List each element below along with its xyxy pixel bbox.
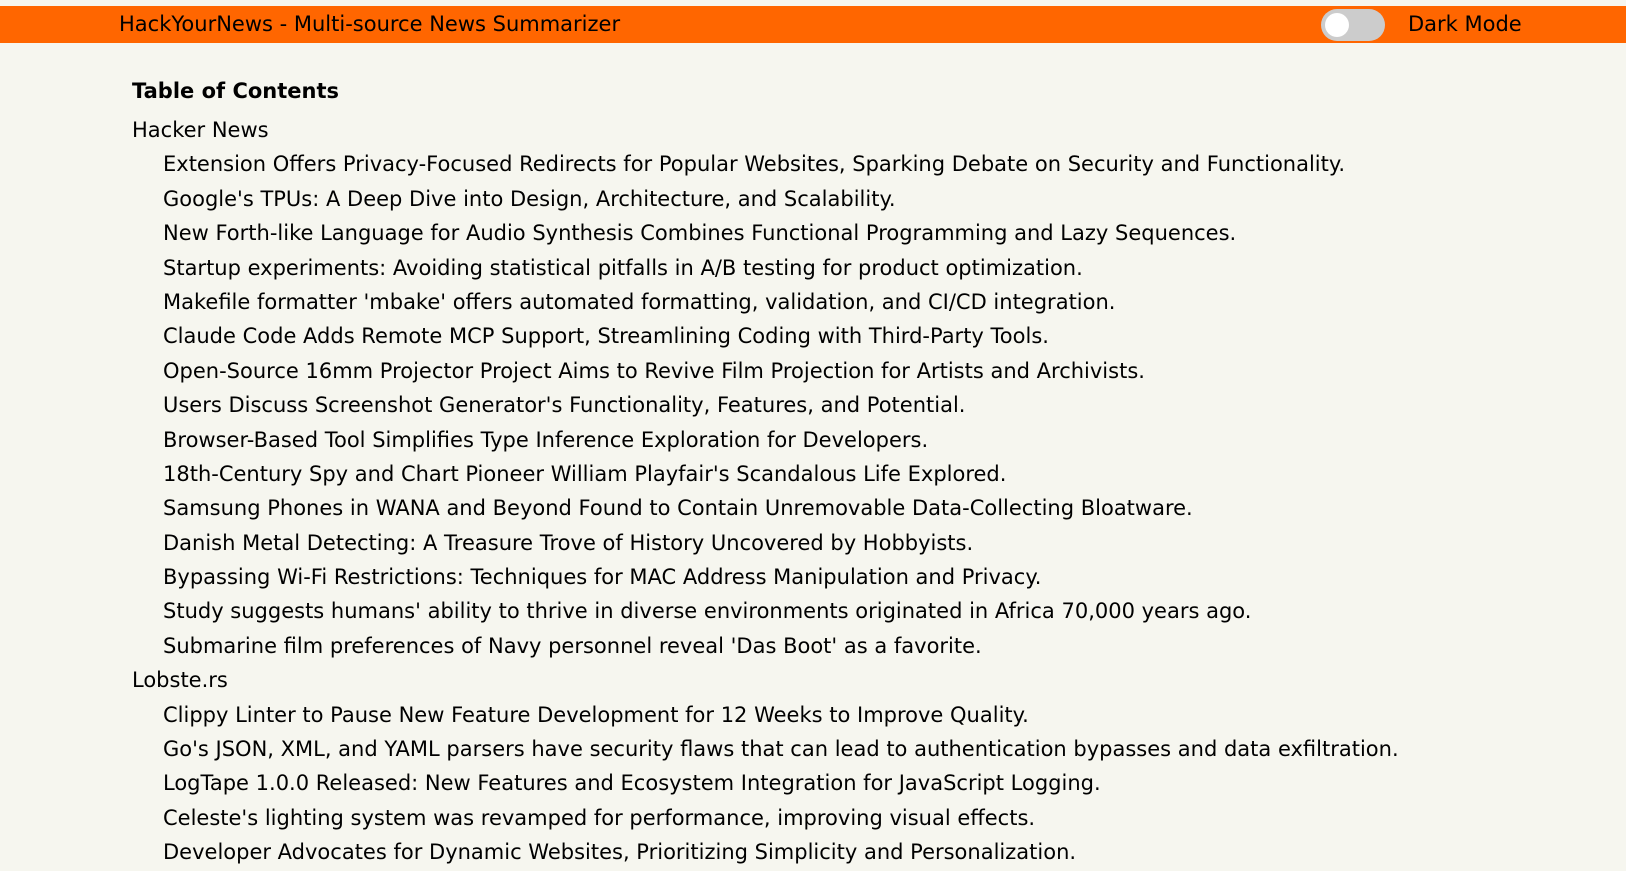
toc-item xyxy=(163,801,1572,835)
toc-item xyxy=(163,732,1572,766)
toc-article-link[interactable]: Extension Offers Privacy-Focused Redirects for Popular Websites, Sparking Debate on Security and Functionality. xyxy=(163,152,1345,177)
toc-item xyxy=(163,698,1572,732)
toc-item xyxy=(163,594,1572,628)
dark-mode-toggle[interactable] xyxy=(1321,9,1385,41)
toc-item-list xyxy=(132,147,1572,663)
toc-item xyxy=(163,251,1572,285)
toc-article-link[interactable]: LogTape 1.0.0 Released: New Features and Ecosystem Integration for JavaScript Logging. xyxy=(163,771,1101,796)
toc-section-title[interactable]: Lobste.rs xyxy=(132,668,228,693)
toc-article-link[interactable]: Samsung Phones in WANA and Beyond Found to Contain Unremovable Data-Collecting Bloatware. xyxy=(163,496,1193,521)
toc-article-link[interactable]: Claude Code Adds Remote MCP Support, Streamlining Coding with Third-Party Tools. xyxy=(163,324,1049,349)
toc-article-link[interactable]: Google's TPUs: A Deep Dive into Design, Architecture, and Scalability. xyxy=(163,186,896,211)
toc-article-link[interactable]: Study suggests humans' ability to thrive in diverse environments originated in Africa 70,000 years ago. xyxy=(163,599,1252,624)
header-bar xyxy=(0,6,1626,43)
toggle-knob xyxy=(1325,13,1349,37)
toc-item xyxy=(163,216,1572,250)
toc-article-link[interactable]: Open-Source 16mm Projector Project Aims to Revive Film Projection for Artists and Archivists. xyxy=(163,358,1145,383)
toc-article-link[interactable]: Danish Metal Detecting: A Treasure Trove of History Uncovered by Hobbyists. xyxy=(163,530,974,555)
toc-item xyxy=(163,388,1572,422)
toc-item xyxy=(163,526,1572,560)
toc-item xyxy=(163,319,1572,353)
toc-sections xyxy=(132,113,1572,870)
toc-item xyxy=(163,835,1572,869)
toc-item xyxy=(163,147,1572,181)
site-title[interactable]: HackYourNews - Multi-source News Summarizer xyxy=(119,12,621,36)
toc-item xyxy=(163,285,1572,319)
toc-article-link[interactable]: 18th-Century Spy and Chart Pioneer William Playfair's Scandalous Life Explored. xyxy=(163,461,1007,486)
toc-article-link[interactable]: Submarine film preferences of Navy personnel reveal 'Das Boot' as a favorite. xyxy=(163,633,982,658)
dark-mode-label: Dark Mode xyxy=(1408,12,1522,36)
toc-article-link[interactable]: Celeste's lighting system was revamped for performance, improving visual effects. xyxy=(163,805,1036,830)
toc-article-link[interactable]: Users Discuss Screenshot Generator's Functionality, Features, and Potential. xyxy=(163,393,966,418)
toc-section-title[interactable]: Hacker News xyxy=(132,118,269,142)
toc-article-link[interactable]: Makefile formatter 'mbake' offers automated formatting, validation, and CI/CD integration. xyxy=(163,289,1116,314)
toc-article-link[interactable]: Clippy Linter to Pause New Feature Development for 12 Weeks to Improve Quality. xyxy=(163,702,1029,727)
table-of-contents xyxy=(132,70,1572,870)
toc-item xyxy=(163,560,1572,594)
toc-item xyxy=(163,457,1572,491)
toc-heading: Table of Contents xyxy=(132,79,340,103)
toc-article-link[interactable]: Go's JSON, XML, and YAML parsers have security flaws that can lead to authentication bypasses and data exfiltration. xyxy=(163,737,1399,762)
toc-item xyxy=(163,629,1572,663)
toc-item xyxy=(163,354,1572,388)
toc-article-link[interactable]: Developer Advocates for Dynamic Websites, Prioritizing Simplicity and Personalization. xyxy=(163,840,1077,865)
toc-article-link[interactable]: New Forth-like Language for Audio Synthesis Combines Functional Programming and Lazy Sequences. xyxy=(163,221,1237,246)
toc-item-list xyxy=(132,698,1572,870)
toc-item xyxy=(163,491,1572,525)
toc-item xyxy=(163,766,1572,800)
toc-item xyxy=(163,182,1572,216)
toc-article-link[interactable]: Browser-Based Tool Simplifies Type Inference Exploration for Developers. xyxy=(163,427,929,452)
toc-article-link[interactable]: Bypassing Wi-Fi Restrictions: Techniques for MAC Address Manipulation and Privacy. xyxy=(163,565,1042,590)
toc-article-link[interactable]: Startup experiments: Avoiding statistical pitfalls in A/B testing for product optimization. xyxy=(163,255,1083,280)
toc-item xyxy=(163,423,1572,457)
